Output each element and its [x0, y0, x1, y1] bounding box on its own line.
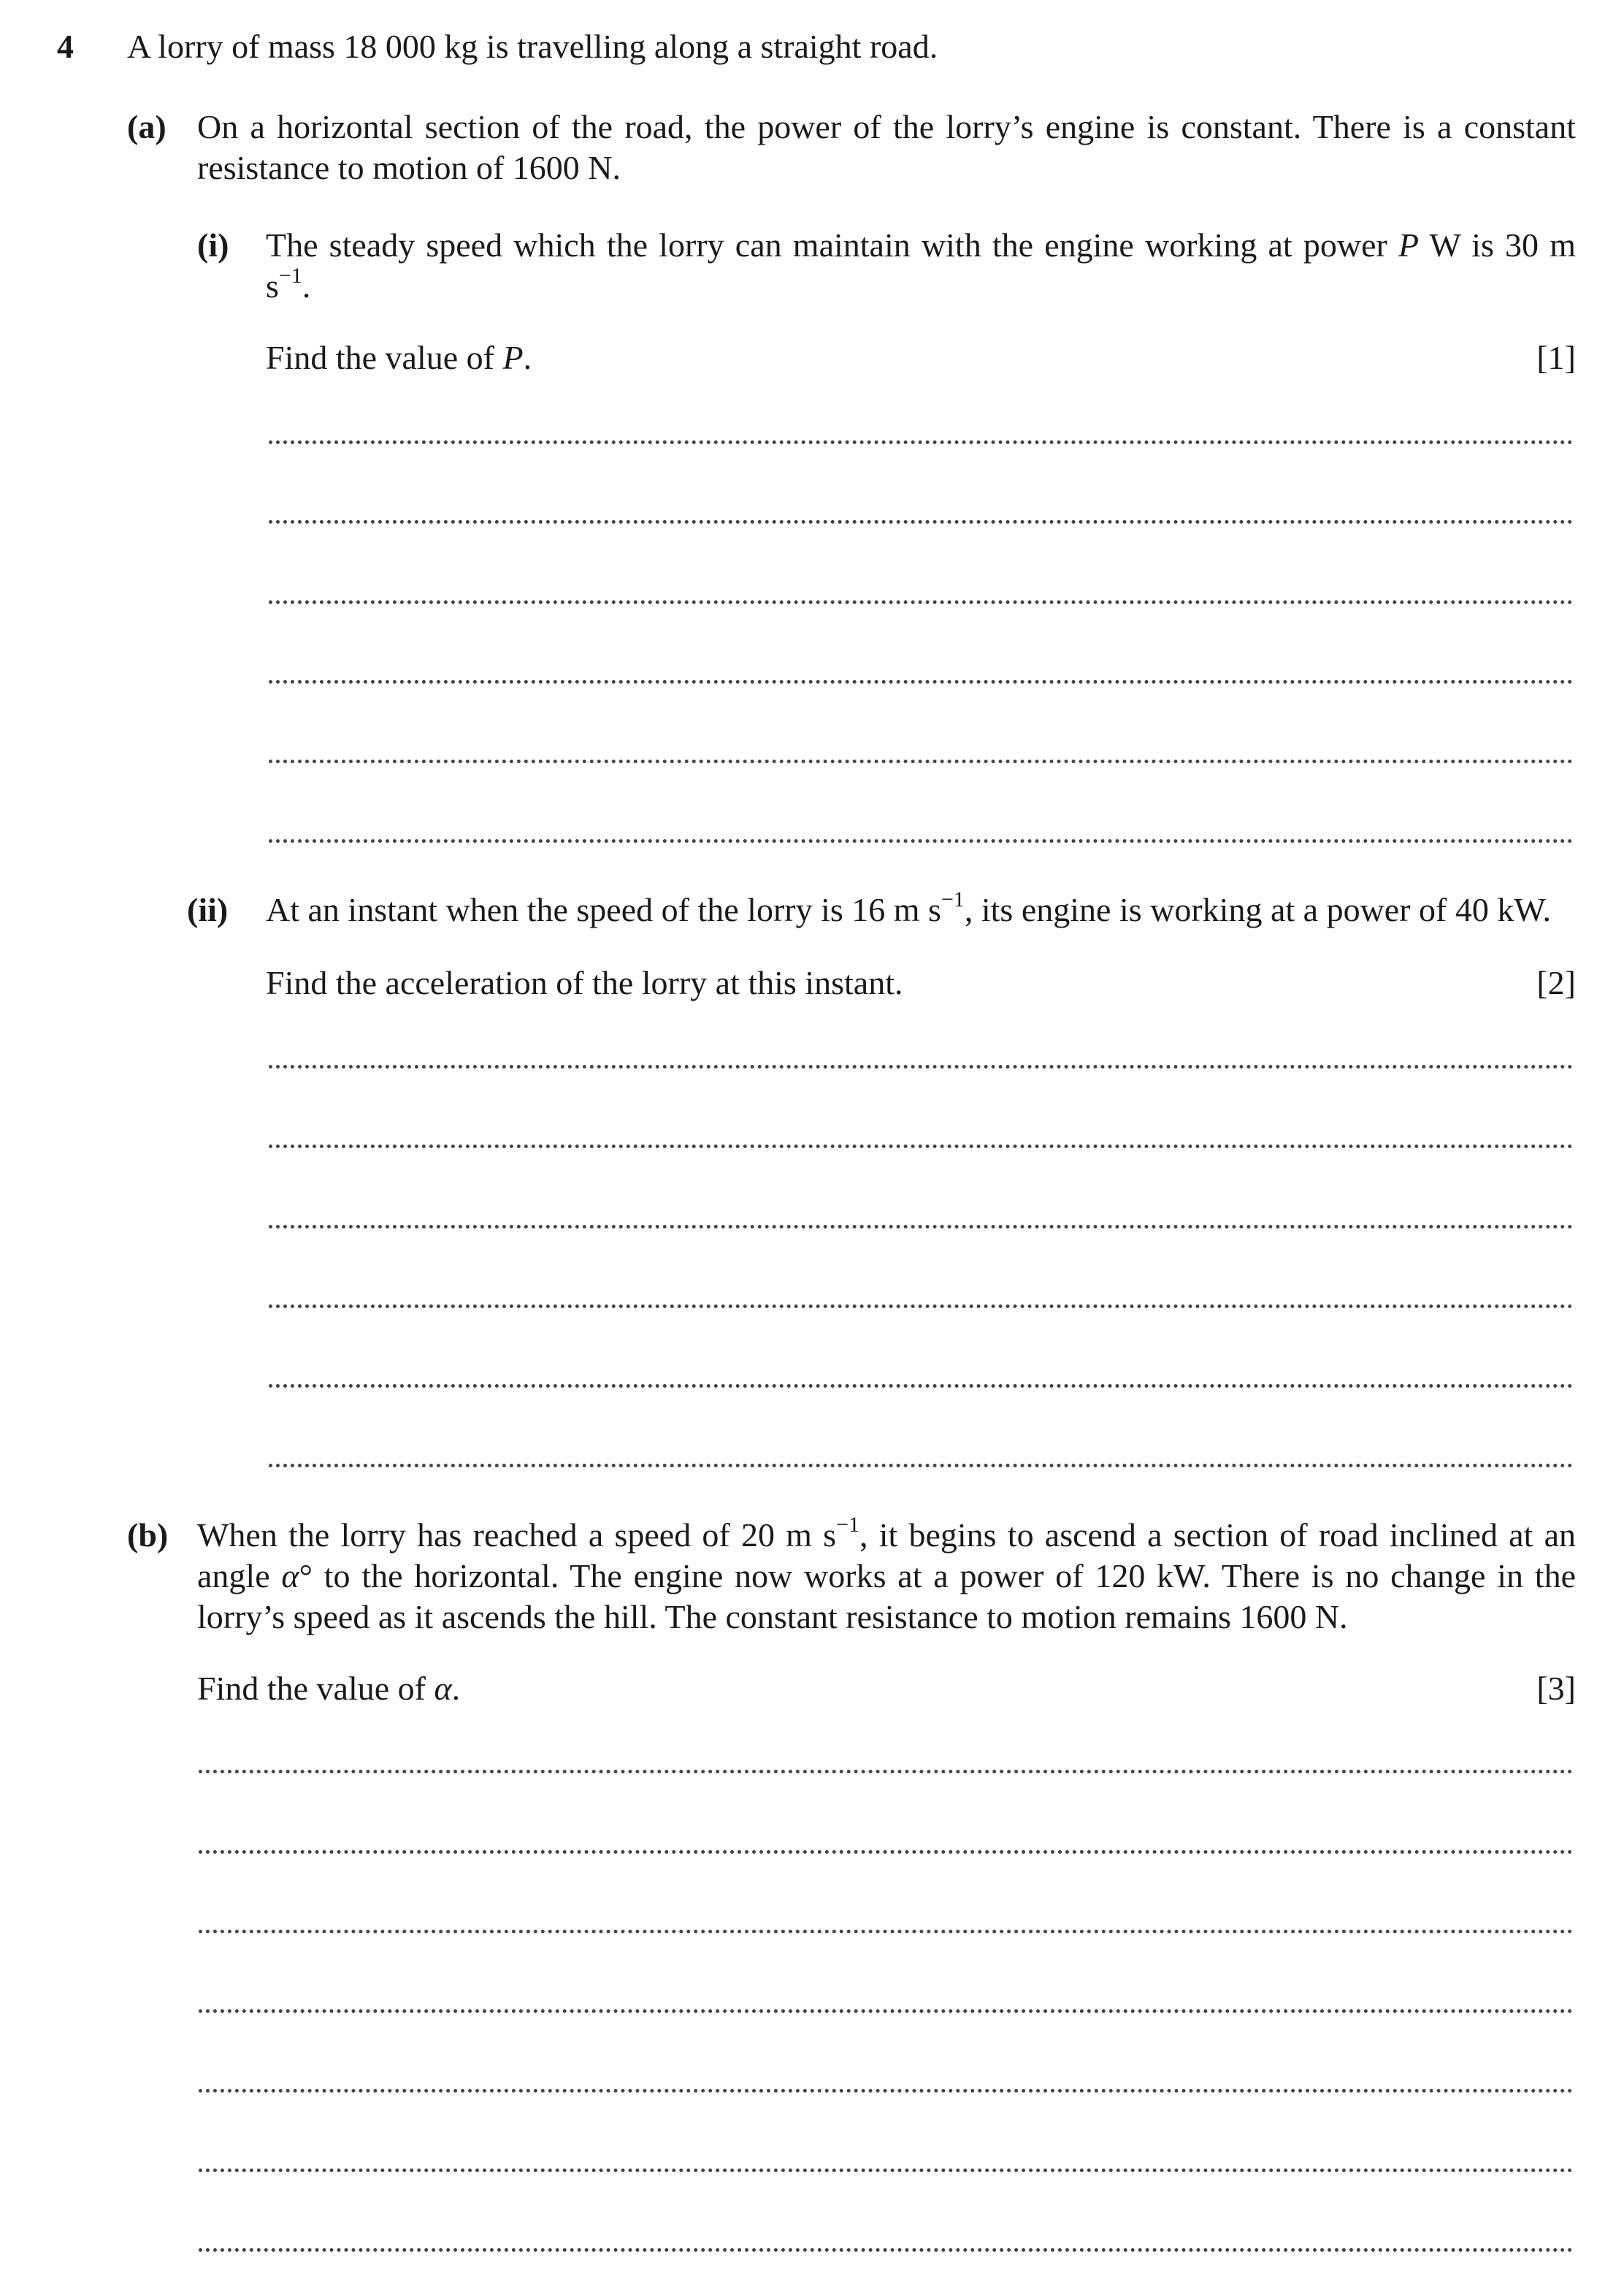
- find-variable: α: [434, 1670, 452, 1707]
- part-a-label: (a): [127, 108, 166, 145]
- answer-line[interactable]: [269, 1145, 1573, 1148]
- part-a-ii-text-2: , its engine is working at a power of 40 kW.: [964, 891, 1552, 928]
- part-b-text: [197, 1512, 1576, 1638]
- part-a-i-find-1: Find the value of: [266, 339, 503, 376]
- part-a-i-text-2: W is 30 m s: [266, 226, 1576, 305]
- part-b-find: [197, 1668, 460, 1709]
- exponent: −1: [941, 887, 965, 912]
- answer-line[interactable]: [269, 1384, 1573, 1388]
- find-variable: P: [502, 339, 524, 376]
- part-b-find-2: .: [451, 1670, 461, 1707]
- answer-line[interactable]: [269, 1304, 1573, 1308]
- answer-line[interactable]: [199, 1930, 1573, 1933]
- part-a-ii-text-1: At an instant when the speed of the lorry is 16 m s: [266, 891, 941, 928]
- part-a-ii-label: (ii): [187, 891, 229, 928]
- part-a-i-text: [266, 225, 1576, 307]
- exponent: −1: [836, 1512, 859, 1537]
- answer-line[interactable]: [199, 2248, 1573, 2252]
- question-number: 4: [57, 28, 74, 65]
- part-b-label: (b): [127, 1516, 169, 1554]
- power-variable: P: [1398, 226, 1420, 264]
- part-a-i-text-3: .: [302, 267, 311, 305]
- answer-line[interactable]: [269, 1464, 1573, 1467]
- part-a-ii-find: Find the acceleration of the lorry at this instant.: [266, 964, 903, 1001]
- part-a-text: On a horizontal section of the road, the power of the lorry’s engine is constant. There is a constant resistance to motion of 1600 N.: [197, 108, 1576, 186]
- part-b-text-3: ° to the horizontal. The engine now works at a power of 120 kW. There is no change in the lorry’s speed as it ascends the hill. The constant resistance to motion remains 1600 N.: [197, 1557, 1576, 1635]
- answer-line[interactable]: [269, 440, 1573, 444]
- answer-line[interactable]: [199, 2009, 1573, 2013]
- part-a-ii-marks: [2]: [1536, 964, 1576, 1001]
- part-a-i-find-2: .: [523, 339, 532, 376]
- answer-line[interactable]: [269, 760, 1573, 763]
- part-b-text-1: When the lorry has reached a speed of 20 m s: [197, 1516, 837, 1554]
- answer-line[interactable]: [269, 680, 1573, 684]
- answer-line[interactable]: [199, 2089, 1573, 2093]
- answer-line[interactable]: [199, 2169, 1573, 2172]
- part-b-marks: [3]: [1536, 1670, 1576, 1707]
- answer-line[interactable]: [269, 600, 1573, 604]
- answer-line[interactable]: [269, 1225, 1573, 1229]
- part-b-find-1: Find the value of: [197, 1670, 434, 1707]
- answer-line[interactable]: [199, 1850, 1573, 1854]
- part-a-i-find: [266, 337, 532, 378]
- part-a-i-marks: [1]: [1536, 339, 1576, 376]
- answer-line[interactable]: [269, 520, 1573, 524]
- part-a-ii-text: [266, 887, 1580, 931]
- part-a-i-label: (i): [197, 226, 229, 264]
- question-stem: A lorry of mass 18 000 kg is travelling along a straight road.: [127, 28, 938, 65]
- answer-line[interactable]: [269, 1065, 1573, 1069]
- part-b-text-2: , it begins to ascend a section of road inclined at an angle: [197, 1516, 1576, 1594]
- part-a-i-text-1: The steady speed which the lorry can maintain with the engine working at power: [266, 226, 1398, 264]
- exponent: −1: [278, 263, 302, 288]
- answer-line[interactable]: [199, 1770, 1573, 1773]
- answer-line[interactable]: [269, 839, 1573, 843]
- alpha-variable: α: [281, 1557, 299, 1594]
